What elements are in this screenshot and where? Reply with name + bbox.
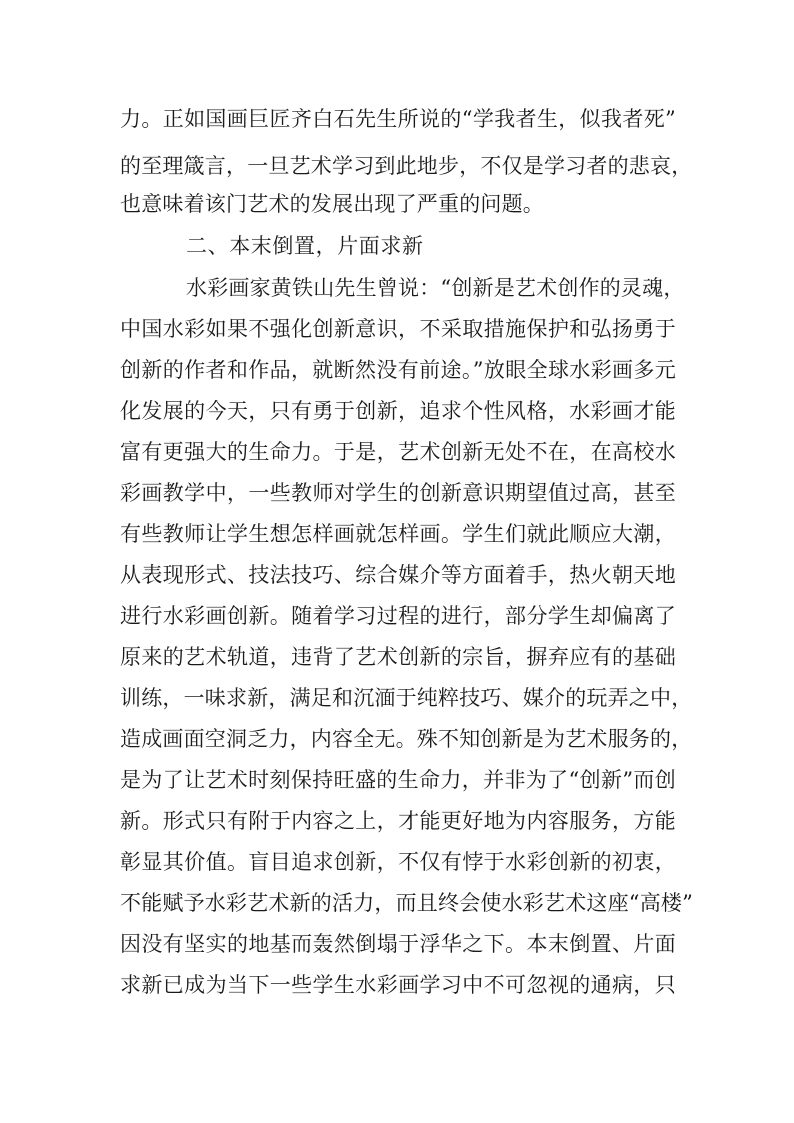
text-line: 彩画教学中，一些教师对学生的创新意识期望值过高，甚至 — [120, 481, 676, 505]
text-line: 化发展的今天，只有勇于创新，追求个性风格，水彩画才能 — [120, 399, 676, 423]
section-heading: 二、本末倒置，片面求新 — [186, 234, 424, 258]
text-line: 不能赋予水彩艺术新的活力，而且终会使水彩艺术这座“高楼” — [120, 891, 694, 915]
text-line: 的至理箴言，一旦艺术学习到此地步，不仅是学习者的悲哀， — [120, 154, 693, 178]
text-line: 原来的艺术轨道，违背了艺术创新的宗旨，摒弃应有的基础 — [120, 645, 676, 669]
text-line: 富有更强大的生命力。于是，艺术创新无处不在，在高校水 — [120, 440, 676, 464]
text-line: 进行水彩画创新。随着学习过程的进行，部分学生却偏离了 — [120, 604, 676, 628]
text-line: 水彩画家黄铁山先生曾说：“创新是艺术创作的灵魂， — [186, 276, 685, 300]
text-line: 求新已成为当下一些学生水彩画学习中不可忽视的通病，只 — [120, 973, 676, 997]
text-line: 新。形式只有附于内容之上，才能更好地为内容服务，方能 — [120, 809, 676, 833]
text-line: 因没有坚实的地基而轰然倒塌于浮华之下。本末倒置、片面 — [120, 932, 676, 956]
text-line: 造成画面空洞乏力，内容全无。殊不知创新是为艺术服务的， — [120, 727, 693, 751]
text-line: 是为了让艺术时刻保持旺盛的生命力，并非为了“创新”而创 — [120, 768, 676, 792]
text-line: 创新的作者和作品，就断然没有前途。”放眼全球水彩画多元 — [120, 358, 676, 382]
text-line: 也意味着该门艺术的发展出现了严重的问题。 — [120, 192, 544, 216]
text-line: 中国水彩如果不强化创新意识，不采取措施保护和弘扬勇于 — [120, 317, 676, 341]
text-line: 彰显其价值。盲目追求创新，不仅有悖于水彩创新的初衷， — [120, 850, 676, 874]
text-line: 从表现形式、技法技巧、综合媒介等方面着手，热火朝天地 — [120, 563, 676, 587]
text-line: 有些教师让学生想怎样画就怎样画。学生们就此顺应大潮， — [120, 522, 676, 546]
text-line: 训练，一味求新，满足和沉湎于纯粹技巧、媒介的玩弄之中， — [120, 686, 693, 710]
text-line: 力。正如国画巨匠齐白石先生所说的“学我者生，似我者死” — [120, 107, 676, 131]
